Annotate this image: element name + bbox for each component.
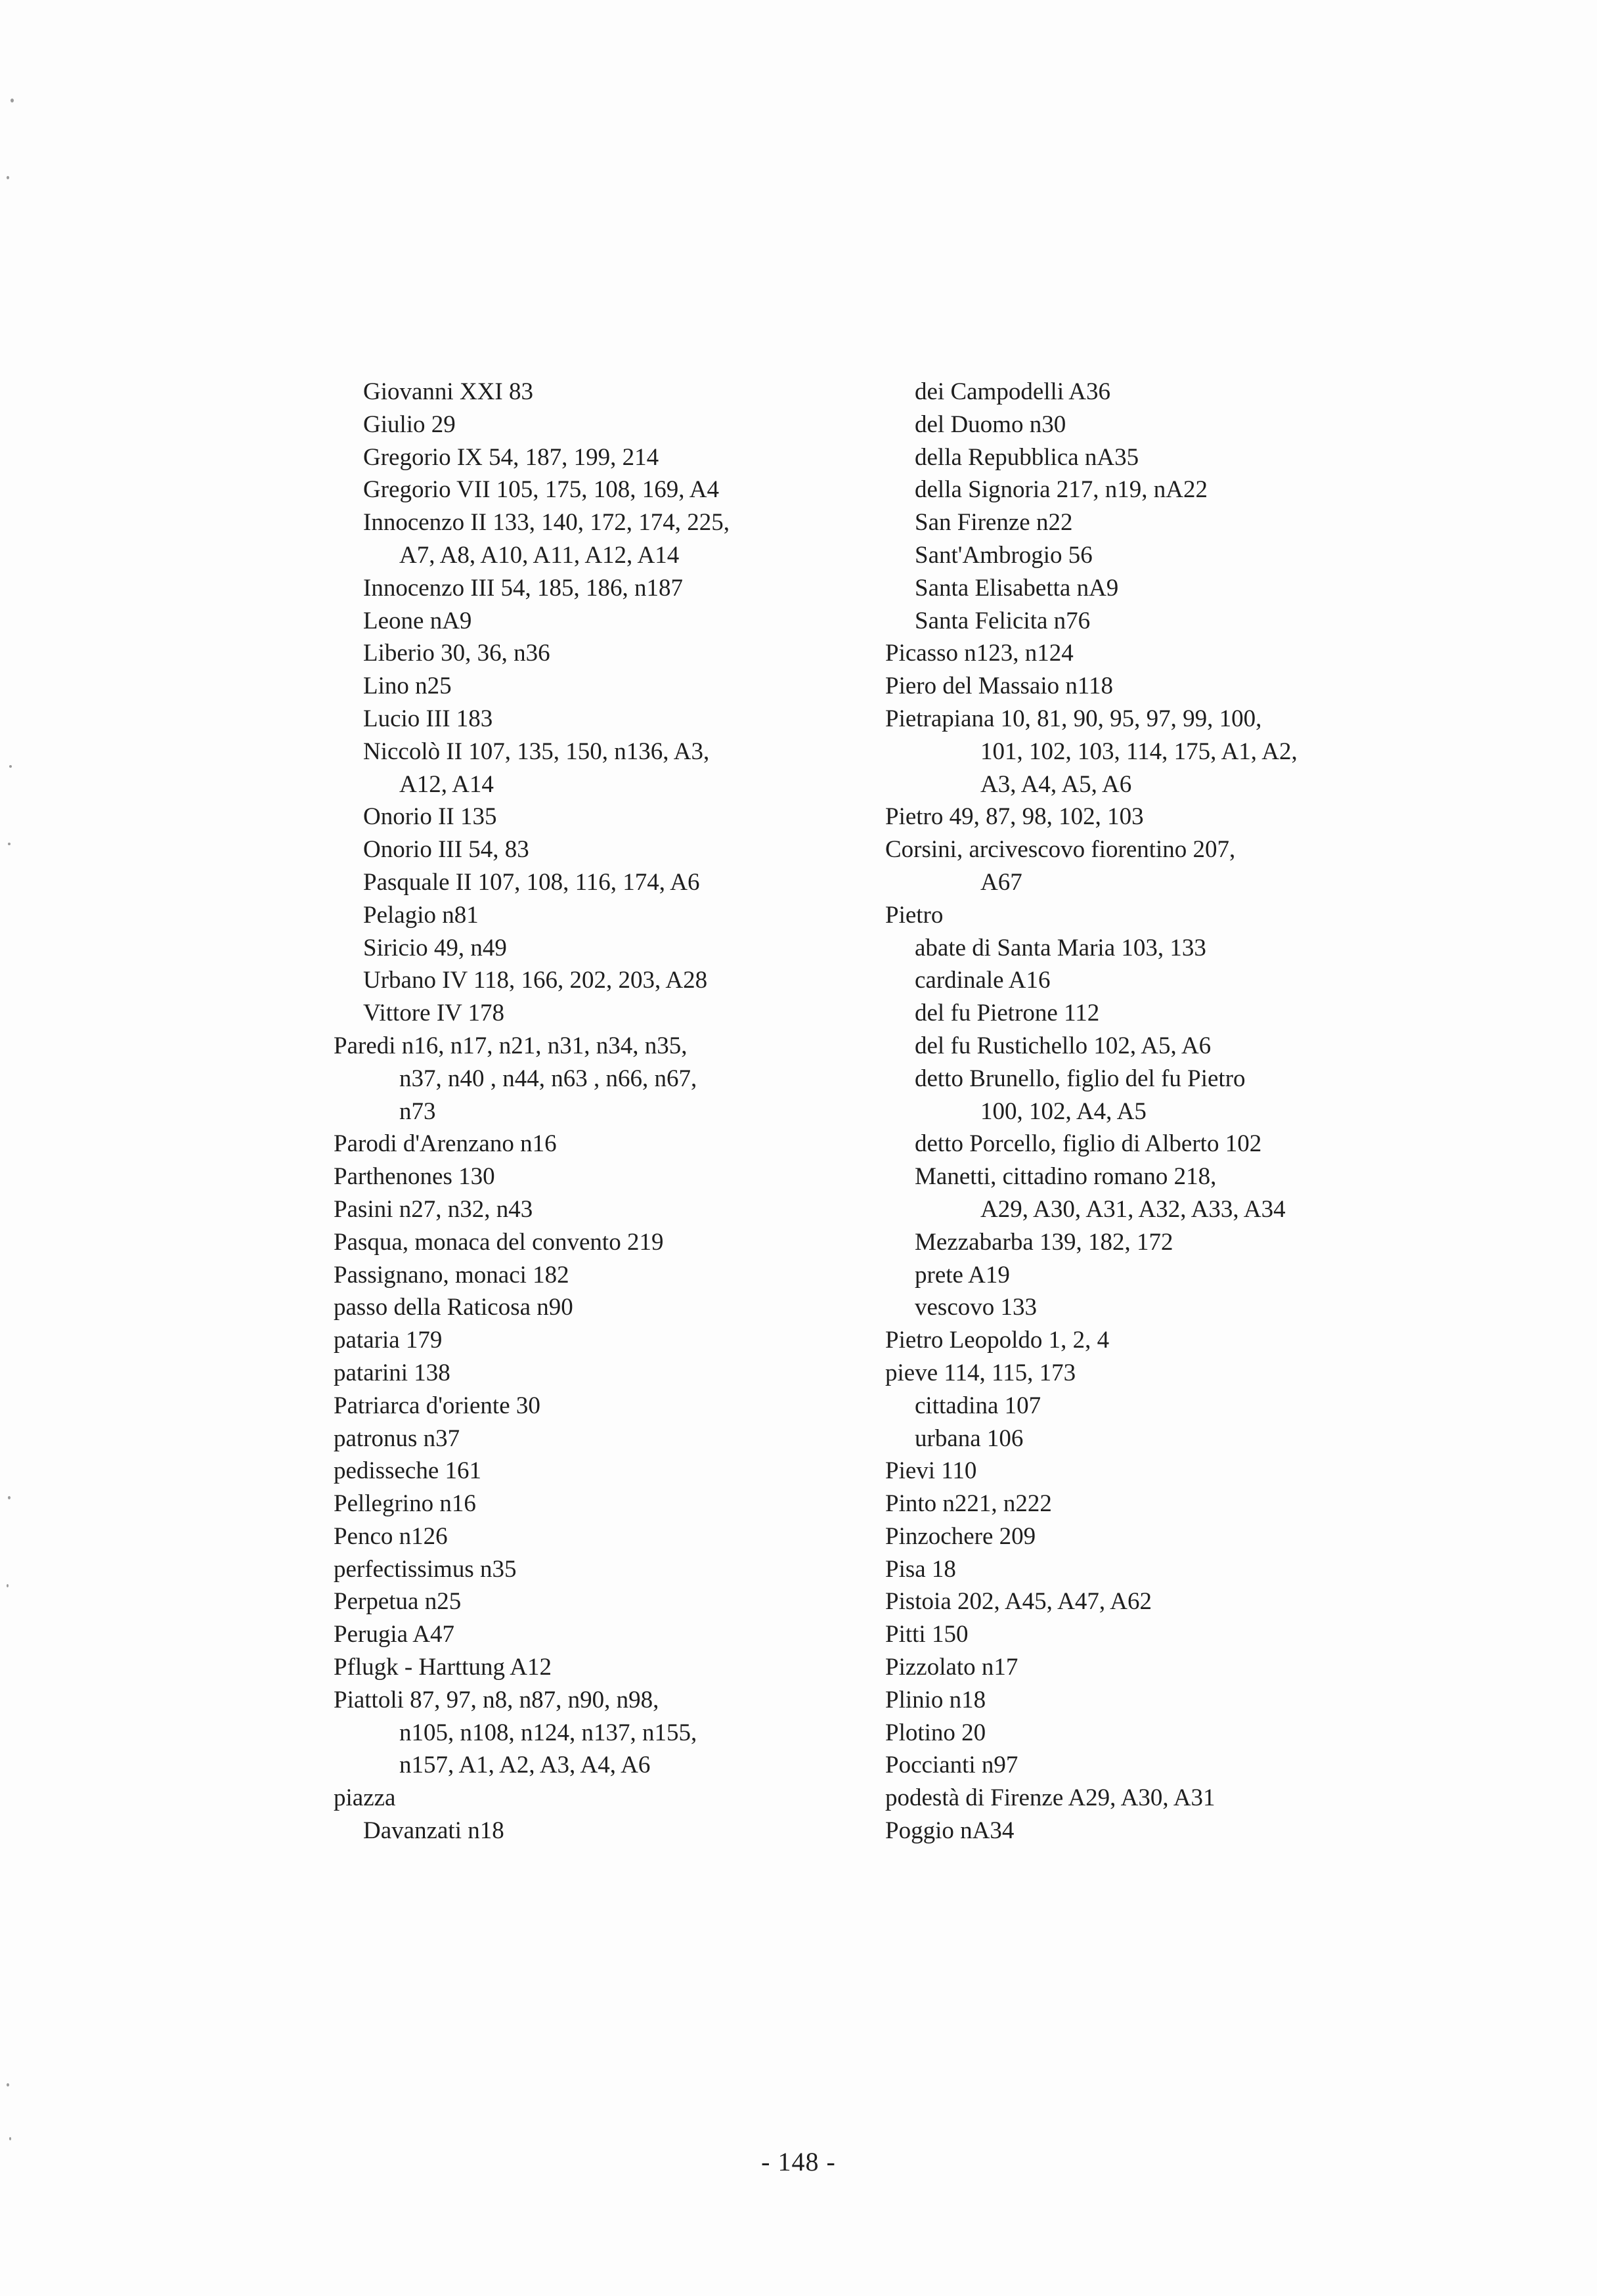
index-entry: Santa Felicita n76 [915,607,1091,634]
index-entry: Picasso n123, n124 [885,640,1074,667]
index-entry: pataria 179 [334,1327,443,1354]
index-entry: Leone nA9 [363,607,472,634]
index-entry: A3, A4, A5, A6 [980,770,1132,798]
index-entry: A67 [980,868,1022,896]
index-entry: Paredi n16, n17, n21, n31, n34, n35, [334,1032,688,1059]
index-entry: Pinto n221, n222 [885,1490,1052,1518]
index-entry: Parodi d'Arenzano n16 [334,1130,557,1158]
index-entry: detto Brunello, figlio del fu Pietro [915,1065,1246,1092]
page-number: - 148 - [761,2147,836,2176]
index-entry: Patriarca d'oriente 30 [334,1392,540,1419]
index-entry: Giulio 29 [363,410,456,438]
index-entry: patronus n37 [334,1424,460,1452]
scan-speck [7,2083,9,2086]
index-entry: A7, A8, A10, A11, A12, A14 [399,541,680,569]
scan-speck [7,176,9,179]
index-entry: 100, 102, A4, A5 [980,1097,1147,1125]
index-entry: Lucio III 183 [363,705,493,732]
index-entry: Lino n25 [363,673,452,700]
index-entry: passo della Raticosa n90 [334,1294,573,1321]
index-entry: della Signoria 217, n19, nA22 [915,476,1208,504]
index-entry: del fu Rustichello 102, A5, A6 [915,1032,1212,1059]
index-entry: del fu Pietrone 112 [915,1000,1100,1027]
index-entry: Plotino 20 [885,1719,986,1746]
index-entry: n157, A1, A2, A3, A4, A6 [399,1752,651,1779]
scan-speck [11,99,14,102]
index-entry: del Duomo n30 [915,410,1066,438]
index-entry: Pflugk - Harttung A12 [334,1654,552,1681]
index-entry: Gregorio VII 105, 175, 108, 169, A4 [363,476,719,504]
index-entry: Gregorio IX 54, 187, 199, 214 [363,443,659,471]
index-entry: Urbano IV 118, 166, 202, 203, A28 [363,967,708,994]
index-entry: Innocenzo III 54, 185, 186, n187 [363,574,684,602]
index-entry: Pietro 49, 87, 98, 102, 103 [885,803,1144,831]
index-entry: Corsini, arcivescovo fiorentino 207, [885,836,1236,864]
index-entry: vescovo 133 [915,1294,1037,1321]
index-entry: Manetti, cittadino romano 218, [915,1163,1217,1191]
index-entry: Pietro Leopoldo 1, 2, 4 [885,1327,1110,1354]
scan-speck [9,2137,11,2140]
index-entry: detto Porcello, figlio di Alberto 102 [915,1130,1262,1158]
index-entry: patarini 138 [334,1359,450,1386]
index-entry: Mezzabarba 139, 182, 172 [915,1228,1173,1256]
index-entry: Pievi 110 [885,1457,977,1485]
scan-speck [9,765,12,768]
index-entry: Siricio 49, n49 [363,934,507,961]
index-entry: podestà di Firenze A29, A30, A31 [885,1784,1215,1812]
index-entry: cittadina 107 [915,1392,1041,1419]
index-column-left [334,376,846,1847]
scan-speck [8,843,11,845]
index-entry: n73 [399,1097,436,1125]
index-entry: cardinale A16 [915,967,1051,994]
index-entry: Piattoli 87, 97, n8, n87, n90, n98, [334,1686,659,1713]
index-entry: Pietro [885,901,944,929]
index-entry: Niccolò II 107, 135, 150, n136, A3, [363,738,710,765]
scan-speck [8,1496,11,1499]
index-entry: dei Campodelli A36 [915,378,1111,405]
index-entry: Passignano, monaci 182 [334,1261,569,1289]
index-entry: Innocenzo II 133, 140, 172, 174, 225, [363,509,730,537]
index-entry: Vittore IV 178 [363,1000,504,1027]
index-entry: 101, 102, 103, 114, 175, A1, A2, [980,738,1298,765]
index-entry: Santa Elisabetta nA9 [915,574,1119,602]
index-entry: Pinzochere 209 [885,1522,1036,1550]
index-entry: Onorio II 135 [363,803,497,831]
index-entry: perfectissimus n35 [334,1555,517,1583]
index-column-right [885,376,1358,1847]
scan-speck [7,1584,9,1587]
index-entry: Perugia A47 [334,1621,454,1648]
index-entry: Poccianti n97 [885,1752,1018,1779]
index-entry: A29, A30, A31, A32, A33, A34 [980,1195,1286,1223]
index-entry: Pisa 18 [885,1555,956,1583]
index-entry: Pietrapiana 10, 81, 90, 95, 97, 99, 100, [885,705,1262,732]
index-entry: prete A19 [915,1261,1010,1289]
index-entry: Plinio n18 [885,1686,986,1713]
index-entry: Piero del Massaio n118 [885,673,1114,700]
index-entry: Penco n126 [334,1522,448,1550]
index-entry: n105, n108, n124, n137, n155, [399,1719,697,1746]
index-entry: della Repubblica nA35 [915,443,1139,471]
index-entry: Pelagio n81 [363,901,479,929]
index-entry: Giovanni XXI 83 [363,378,533,405]
index-entry: abate di Santa Maria 103, 133 [915,934,1206,961]
index-entry: Pizzolato n17 [885,1654,1018,1681]
index-entry: Liberio 30, 36, n36 [363,640,550,667]
index-entry: Pasquale II 107, 108, 116, 174, A6 [363,868,700,896]
index-entry: Pistoia 202, A45, A47, A62 [885,1588,1152,1616]
index-entry: San Firenze n22 [915,509,1073,537]
index-entry: Onorio III 54, 83 [363,836,529,864]
index-entry: piazza [334,1784,396,1812]
index-entry: Pellegrino n16 [334,1490,476,1518]
index-entry: A12, A14 [399,770,494,798]
index-entry: Sant'Ambrogio 56 [915,541,1093,569]
index-entry: Pasqua, monaca del convento 219 [334,1228,664,1256]
index-entry: Pasini n27, n32, n43 [334,1195,533,1223]
index-entry: pedisseche 161 [334,1457,482,1485]
index-entry: Davanzati n18 [363,1817,504,1845]
index-entry: Pitti 150 [885,1621,969,1648]
index-entry: pieve 114, 115, 173 [885,1359,1076,1386]
index-entry: n37, n40 , n44, n63 , n66, n67, [399,1065,697,1092]
index-entry: urbana 106 [915,1424,1024,1452]
index-entry: Poggio nA34 [885,1817,1015,1845]
index-entry: Parthenones 130 [334,1163,495,1191]
index-entry: Perpetua n25 [334,1588,462,1616]
